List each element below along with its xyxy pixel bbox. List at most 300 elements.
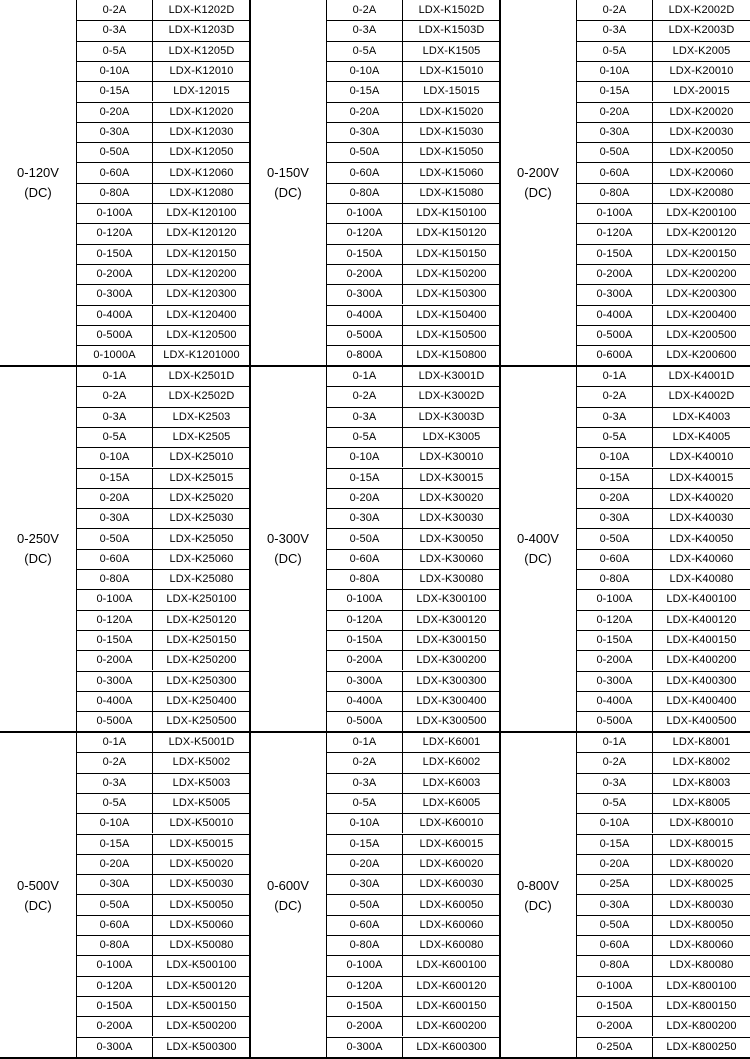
- table-row: [327, 366, 500, 386]
- model-number-cell: LDX-K50030: [169, 878, 234, 891]
- model-number-cell: LDX-K200100: [666, 207, 737, 220]
- model-number-cell: LDX-K15010: [419, 65, 484, 78]
- model-number-cell: LDX-K300500: [416, 715, 487, 728]
- table-row: [77, 996, 250, 1016]
- current-range-cell: 0-10A: [577, 447, 653, 467]
- table-row: [327, 569, 500, 589]
- table-row: [327, 874, 500, 894]
- table-row: [327, 264, 500, 284]
- current-range-cell: 0-60A: [577, 935, 653, 955]
- model-number-cell: LDX-K1505: [422, 44, 481, 57]
- voltage-range: 0-200V: [517, 165, 559, 180]
- current-range-cell: 0-3A: [327, 407, 403, 427]
- current-range-cell: 0-5A: [577, 427, 653, 447]
- voltage-group: [250, 366, 500, 732]
- current-range-cell: 0-3A: [77, 773, 153, 793]
- table-row: [327, 589, 500, 609]
- model-number-cell: LDX-K120100: [166, 207, 237, 220]
- current-range-cell: 0-150A: [327, 996, 403, 1016]
- current-range-cell: 0-20A: [77, 102, 153, 122]
- current-range-cell: 0-3A: [577, 20, 653, 40]
- table-row: [327, 935, 500, 955]
- table-row: [77, 854, 250, 874]
- table-row: [577, 752, 750, 772]
- table-row: [77, 1016, 250, 1036]
- table-row: [327, 41, 500, 61]
- table-row: [577, 549, 750, 569]
- current-range-cell: 0-2A: [77, 0, 153, 20]
- current-range-cell: 0-20A: [577, 854, 653, 874]
- model-number-cell: LDX-K25050: [169, 532, 234, 545]
- table-row: [327, 1037, 500, 1057]
- current-range-cell: 0-30A: [327, 122, 403, 142]
- current-range-cell: 0-30A: [77, 122, 153, 142]
- voltage-band: [0, 732, 750, 1059]
- model-number-cell: LDX-K30080: [419, 573, 484, 586]
- current-range-cell: 0-100A: [577, 589, 653, 609]
- current-range-cell: 0-300A: [577, 284, 653, 304]
- current-range-cell: 0-500A: [577, 711, 653, 731]
- voltage-range: 0-800V: [517, 877, 559, 893]
- model-number-cell: LDX-K25020: [169, 491, 234, 504]
- current-range-cell: 0-15A: [327, 81, 403, 101]
- table-row: [577, 345, 750, 365]
- model-number-cell: LDX-K50020: [169, 857, 234, 870]
- voltage-label-cell: [500, 366, 576, 732]
- current-range-cell: 0-300A: [577, 671, 653, 691]
- current-range-cell: 0-400A: [77, 691, 153, 711]
- model-number-cell: LDX-K8005: [672, 797, 731, 810]
- table-row: [577, 589, 750, 609]
- voltage-label-cell: [0, 732, 76, 1059]
- current-range-cell: 0-200A: [577, 264, 653, 284]
- table-row: [577, 122, 750, 142]
- table-row: [77, 935, 250, 955]
- table-row: [577, 244, 750, 264]
- model-number-cell: LDX-K3005: [422, 431, 481, 444]
- table-row: [77, 0, 250, 20]
- voltage-label-cell: [500, 732, 576, 1059]
- table-row: [327, 834, 500, 854]
- table-row: [577, 854, 750, 874]
- table-row: [327, 244, 500, 264]
- current-range-cell: 0-80A: [327, 183, 403, 203]
- model-number-cell: LDX-K8002: [672, 756, 731, 769]
- current-range-cell: 0-15A: [77, 834, 153, 854]
- table-row: [77, 528, 250, 548]
- current-range-cell: 0-3A: [577, 407, 653, 427]
- current-type: (DC): [274, 185, 302, 200]
- model-number-cell: LDX-K60080: [419, 939, 484, 952]
- model-number-cell: LDX-K150100: [416, 207, 487, 220]
- current-range-cell: 0-800A: [327, 345, 403, 365]
- table-row: [327, 793, 500, 813]
- current-range-cell: 0-1A: [577, 366, 653, 386]
- model-number-cell: LDX-K400120: [666, 613, 737, 626]
- current-type: (DC): [24, 897, 52, 913]
- model-number-cell: LDX-K200400: [666, 308, 737, 321]
- current-range-cell: 0-10A: [327, 61, 403, 81]
- group-divider: [249, 0, 251, 366]
- voltage-range: 0-600V: [267, 877, 309, 893]
- table-row: [577, 834, 750, 854]
- current-range-cell: 0-5A: [327, 427, 403, 447]
- table-row: [327, 996, 500, 1016]
- current-range-cell: 0-80A: [77, 935, 153, 955]
- table-row: [577, 20, 750, 40]
- model-number-cell: LDX-K400150: [666, 634, 737, 647]
- current-range-cell: 0-200A: [327, 650, 403, 670]
- current-range-cell: 0-20A: [327, 102, 403, 122]
- current-range-cell: 0-120A: [327, 976, 403, 996]
- current-range-cell: 0-500A: [327, 711, 403, 731]
- model-number-cell: LDX-K40030: [669, 512, 734, 525]
- model-number-cell: LDX-K25060: [169, 552, 234, 565]
- table-row: [577, 528, 750, 548]
- group-divider: [499, 366, 501, 732]
- voltage-group: [0, 732, 250, 1059]
- model-number-cell: LDX-K600150: [416, 1000, 487, 1013]
- voltage-range: 0-500V: [17, 877, 59, 893]
- model-number-cell: LDX-K2502D: [168, 390, 235, 403]
- model-number-cell: LDX-K150800: [416, 349, 487, 362]
- table-row: [77, 142, 250, 162]
- current-range-cell: 0-2A: [77, 752, 153, 772]
- table-row: [327, 183, 500, 203]
- current-range-cell: 0-10A: [77, 813, 153, 833]
- table-row: [77, 162, 250, 182]
- current-range-cell: 0-15A: [327, 468, 403, 488]
- current-range-cell: 0-150A: [327, 630, 403, 650]
- table-row: [327, 345, 500, 365]
- current-range-cell: 0-200A: [327, 1016, 403, 1036]
- table-row: [577, 366, 750, 386]
- voltage-label-cell: [250, 0, 326, 366]
- voltage-group: [250, 0, 500, 366]
- table-row: [577, 386, 750, 406]
- table-row: [77, 650, 250, 670]
- table-row: [577, 1016, 750, 1036]
- model-number-cell: LDX-K25015: [169, 471, 234, 484]
- current-range-cell: 0-5A: [77, 41, 153, 61]
- model-number-cell: LDX-K40020: [669, 491, 734, 504]
- current-range-cell: 0-15A: [77, 468, 153, 488]
- current-range-cell: 0-50A: [327, 528, 403, 548]
- model-number-cell: LDX-K300400: [416, 694, 487, 707]
- model-number-cell: LDX-K400100: [666, 593, 737, 606]
- current-range-cell: 0-120A: [577, 223, 653, 243]
- table-row: [577, 894, 750, 914]
- model-number-cell: LDX-K120200: [166, 268, 237, 281]
- table-row: [327, 894, 500, 914]
- current-range-cell: 0-5A: [77, 427, 153, 447]
- current-range-cell: 0-1A: [327, 732, 403, 752]
- table-row: [577, 976, 750, 996]
- model-number-cell: LDX-15015: [423, 85, 480, 98]
- current-range-cell: 0-500A: [327, 325, 403, 345]
- table-row: [77, 813, 250, 833]
- current-range-cell: 0-5A: [77, 793, 153, 813]
- model-number-cell: LDX-K2503: [172, 410, 231, 423]
- model-number-cell: LDX-K5002: [172, 756, 231, 769]
- table-row: [577, 102, 750, 122]
- current-range-cell: 0-60A: [77, 162, 153, 182]
- model-number-cell: LDX-K250150: [166, 634, 237, 647]
- current-range-cell: 0-400A: [577, 691, 653, 711]
- table-row: [77, 894, 250, 914]
- table-row: [327, 386, 500, 406]
- table-row: [577, 305, 750, 325]
- table-row: [577, 569, 750, 589]
- current-range-cell: 0-100A: [327, 955, 403, 975]
- table-row: [77, 488, 250, 508]
- table-row: [327, 61, 500, 81]
- model-number-cell: LDX-K4003: [672, 410, 731, 423]
- model-number-cell: LDX-K500300: [166, 1040, 237, 1053]
- table-row: [577, 793, 750, 813]
- current-range-cell: 0-100A: [577, 976, 653, 996]
- model-number-cell: LDX-K30010: [419, 451, 484, 464]
- model-number-cell: LDX-K60015: [419, 837, 484, 850]
- table-row: [77, 976, 250, 996]
- model-number-cell: LDX-K120300: [166, 288, 237, 301]
- table-row: [327, 488, 500, 508]
- current-range-cell: 0-30A: [77, 508, 153, 528]
- table-row: [327, 691, 500, 711]
- model-number-cell: LDX-K80025: [669, 878, 734, 891]
- current-range-cell: 0-50A: [327, 142, 403, 162]
- current-range-cell: 0-10A: [77, 61, 153, 81]
- current-type: (DC): [274, 551, 302, 566]
- model-number-cell: LDX-K400200: [666, 654, 737, 667]
- model-number-cell: LDX-K120500: [166, 328, 237, 341]
- current-range-cell: 0-500A: [577, 325, 653, 345]
- model-number-cell: LDX-K15050: [419, 146, 484, 159]
- current-range-cell: 0-1A: [327, 366, 403, 386]
- model-number-cell: LDX-K400400: [666, 694, 737, 707]
- table-row: [77, 915, 250, 935]
- model-number-cell: LDX-K15060: [419, 166, 484, 179]
- model-number-cell: LDX-K300150: [416, 634, 487, 647]
- model-number-cell: LDX-K300120: [416, 613, 487, 626]
- model-number-cell: LDX-K40060: [669, 552, 734, 565]
- current-range-cell: 0-3A: [77, 20, 153, 40]
- current-range-cell: 0-5A: [327, 793, 403, 813]
- model-number-cell: LDX-K20080: [669, 186, 734, 199]
- table-row: [327, 508, 500, 528]
- current-range-cell: 0-100A: [327, 203, 403, 223]
- model-number-cell: LDX-K200150: [666, 247, 737, 260]
- table-row: [77, 508, 250, 528]
- table-row: [327, 325, 500, 345]
- table-row: [77, 244, 250, 264]
- model-number-cell: LDX-K250300: [166, 674, 237, 687]
- model-number-cell: LDX-K2003D: [668, 24, 735, 37]
- voltage-group: [500, 0, 750, 366]
- current-range-cell: 0-2A: [327, 0, 403, 20]
- model-number-cell: LDX-K15080: [419, 186, 484, 199]
- model-number-cell: LDX-K3002D: [418, 390, 485, 403]
- table-row: [327, 102, 500, 122]
- model-number-cell: LDX-K6002: [422, 756, 481, 769]
- model-number-cell: LDX-K150200: [416, 268, 487, 281]
- table-row: [577, 630, 750, 650]
- table-row: [327, 976, 500, 996]
- model-number-cell: LDX-K200200: [666, 268, 737, 281]
- current-range-cell: 0-50A: [577, 142, 653, 162]
- table-row: [77, 345, 250, 365]
- model-number-cell: LDX-K30020: [419, 491, 484, 504]
- model-number-cell: LDX-K25030: [169, 512, 234, 525]
- model-number-cell: LDX-K250500: [166, 715, 237, 728]
- table-row: [77, 81, 250, 101]
- current-range-cell: 0-3A: [327, 773, 403, 793]
- current-range-cell: 0-20A: [327, 488, 403, 508]
- current-range-cell: 0-10A: [327, 813, 403, 833]
- current-range-cell: 0-80A: [577, 955, 653, 975]
- model-number-cell: LDX-K1503D: [418, 24, 485, 37]
- model-number-cell: LDX-K1201000: [163, 349, 240, 362]
- current-type: (DC): [524, 897, 552, 913]
- voltage-label-cell: [250, 732, 326, 1059]
- current-range-cell: 0-5A: [577, 41, 653, 61]
- current-range-cell: 0-2A: [327, 386, 403, 406]
- model-number-cell: LDX-12015: [173, 85, 230, 98]
- current-range-cell: 0-20A: [77, 488, 153, 508]
- model-number-cell: LDX-K500150: [166, 1000, 237, 1013]
- table-row: [77, 955, 250, 975]
- model-number-cell: LDX-K600120: [416, 979, 487, 992]
- table-row: [77, 834, 250, 854]
- table-row: [327, 142, 500, 162]
- model-number-cell: LDX-K2505: [172, 431, 231, 444]
- current-range-cell: 0-5A: [577, 793, 653, 813]
- table-row: [77, 407, 250, 427]
- current-range-cell: 0-200A: [77, 650, 153, 670]
- table-row: [327, 773, 500, 793]
- current-range-cell: 0-500A: [77, 325, 153, 345]
- current-range-cell: 0-15A: [77, 81, 153, 101]
- model-number-cell: LDX-K60010: [419, 817, 484, 830]
- voltage-group: [0, 0, 250, 366]
- model-number-cell: LDX-K120400: [166, 308, 237, 321]
- model-number-cell: LDX-K15030: [419, 125, 484, 138]
- model-number-cell: LDX-K300100: [416, 593, 487, 606]
- model-number-cell: LDX-K40050: [669, 532, 734, 545]
- table-row: [327, 854, 500, 874]
- table-row: [577, 183, 750, 203]
- table-row: [577, 142, 750, 162]
- model-number-cell: LDX-K6003: [422, 776, 481, 789]
- table-row: [577, 874, 750, 894]
- current-range-cell: 0-50A: [577, 915, 653, 935]
- current-range-cell: 0-200A: [77, 1016, 153, 1036]
- current-range-cell: 0-120A: [577, 610, 653, 630]
- current-range-cell: 0-3A: [577, 773, 653, 793]
- band-divider: [0, 365, 750, 367]
- table-row: [577, 223, 750, 243]
- model-number-cell: LDX-K12030: [169, 125, 234, 138]
- current-range-cell: 0-150A: [77, 996, 153, 1016]
- model-number-cell: LDX-K80020: [669, 857, 734, 870]
- current-range-cell: 0-30A: [327, 508, 403, 528]
- voltage-group: [250, 732, 500, 1059]
- model-number-cell: LDX-K50015: [169, 837, 234, 850]
- table-row: [577, 61, 750, 81]
- table-row: [577, 813, 750, 833]
- model-number-cell: LDX-K50050: [169, 898, 234, 911]
- current-range-cell: 0-300A: [327, 671, 403, 691]
- table-row: [77, 203, 250, 223]
- table-row: [327, 528, 500, 548]
- table-row: [77, 1037, 250, 1057]
- table-row: [77, 427, 250, 447]
- current-range-cell: 0-60A: [77, 549, 153, 569]
- model-number-cell: LDX-K12050: [169, 146, 234, 159]
- current-range-cell: 0-400A: [327, 305, 403, 325]
- current-range-cell: 0-10A: [577, 813, 653, 833]
- table-row: [327, 0, 500, 20]
- model-number-cell: LDX-K1502D: [418, 4, 485, 17]
- model-number-cell: LDX-K200300: [666, 288, 737, 301]
- table-row: [77, 305, 250, 325]
- current-range-cell: 0-3A: [77, 407, 153, 427]
- current-range-cell: 0-50A: [77, 528, 153, 548]
- current-range-cell: 0-15A: [327, 834, 403, 854]
- current-range-cell: 0-2A: [327, 752, 403, 772]
- group-divider: [499, 0, 501, 366]
- current-range-cell: 0-10A: [77, 447, 153, 467]
- table-row: [577, 41, 750, 61]
- table-row: [77, 793, 250, 813]
- current-range-cell: 0-30A: [577, 122, 653, 142]
- voltage-label-cell: [0, 0, 76, 366]
- current-range-cell: 0-150A: [77, 630, 153, 650]
- model-number-cell: LDX-K150400: [416, 308, 487, 321]
- current-range-cell: 0-2A: [577, 752, 653, 772]
- model-number-cell: LDX-K60060: [419, 918, 484, 931]
- table-row: [77, 671, 250, 691]
- table-row: [327, 650, 500, 670]
- current-range-cell: 0-120A: [327, 223, 403, 243]
- current-range-cell: 0-60A: [577, 162, 653, 182]
- model-number-cell: LDX-K80060: [669, 939, 734, 952]
- voltage-range: 0-250V: [17, 531, 59, 546]
- model-number-cell: LDX-K40080: [669, 573, 734, 586]
- current-range-cell: 0-50A: [327, 894, 403, 914]
- model-number-cell: LDX-K2501D: [168, 370, 235, 383]
- model-number-cell: LDX-K2005: [672, 44, 731, 57]
- table-row: [77, 589, 250, 609]
- current-range-cell: 0-60A: [327, 162, 403, 182]
- current-range-cell: 0-25A: [577, 874, 653, 894]
- model-number-cell: LDX-K50060: [169, 918, 234, 931]
- current-range-cell: 0-80A: [327, 569, 403, 589]
- model-number-cell: LDX-K60020: [419, 857, 484, 870]
- current-type: (DC): [24, 185, 52, 200]
- table-row: [77, 732, 250, 752]
- model-number-cell: LDX-20015: [673, 85, 730, 98]
- current-type: (DC): [524, 185, 552, 200]
- current-range-cell: 0-50A: [77, 142, 153, 162]
- table-row: [577, 1037, 750, 1057]
- current-range-cell: 0-60A: [77, 915, 153, 935]
- table-row: [77, 447, 250, 467]
- model-number-cell: LDX-K600100: [416, 959, 487, 972]
- table-row: [77, 325, 250, 345]
- model-number-cell: LDX-K12020: [169, 105, 234, 118]
- current-range-cell: 0-150A: [577, 996, 653, 1016]
